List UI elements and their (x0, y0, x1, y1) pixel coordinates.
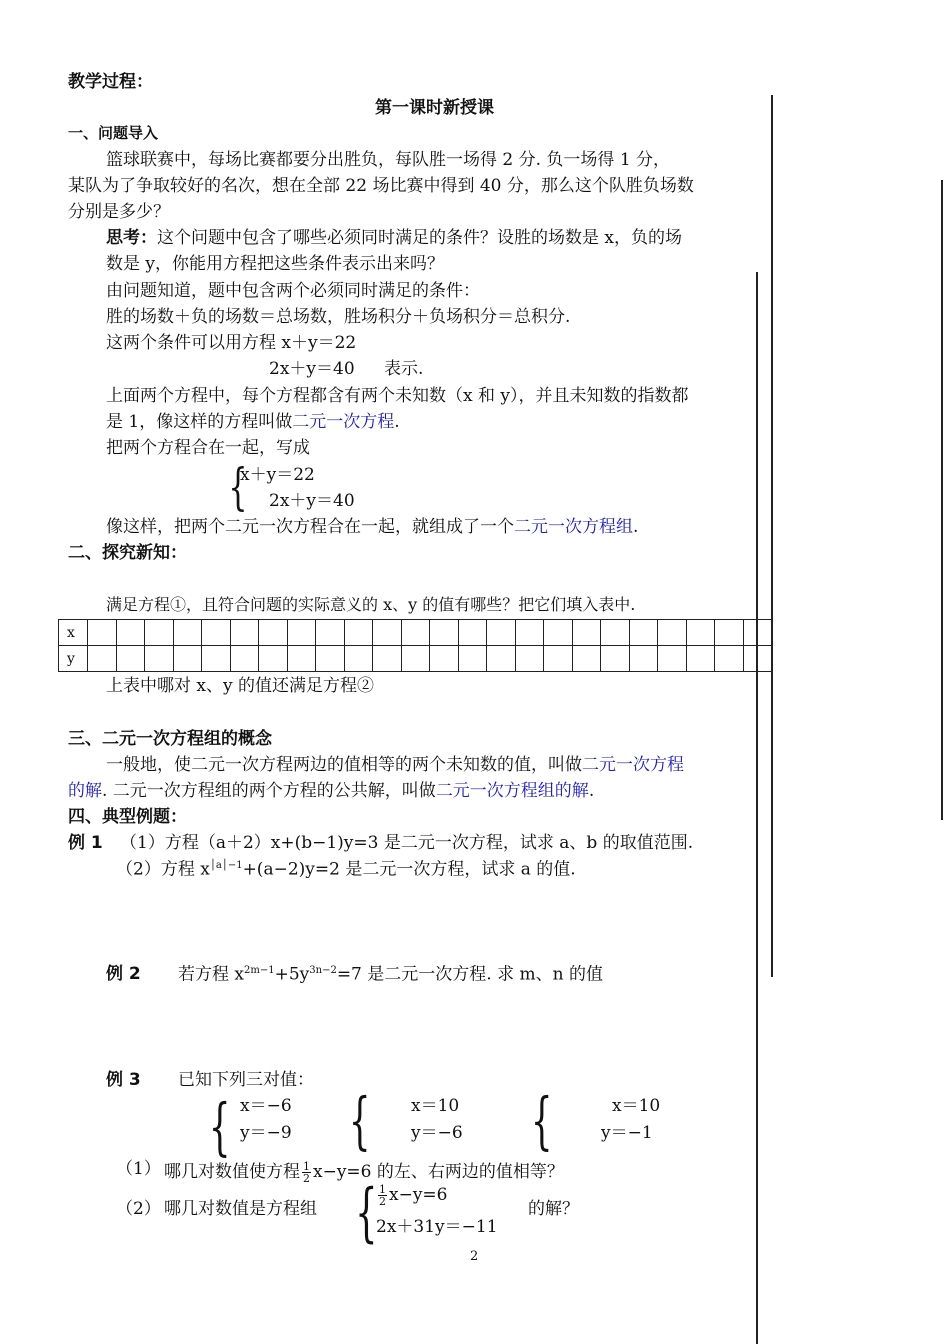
row-label-y: y (59, 646, 88, 672)
table-cell[interactable] (686, 646, 715, 672)
table-row (59, 620, 772, 646)
think-line (106, 230, 682, 247)
pair-3-y: y＝−1 (601, 1123, 653, 1143)
numerator: 1 (379, 1183, 386, 1196)
text: 哪几对数值使方程 (164, 1162, 300, 1182)
table-cell[interactable] (715, 620, 744, 646)
page-number: 2 (470, 1249, 479, 1264)
example-1-label: 例 1 (68, 833, 103, 853)
exponent: 3n−2 (309, 965, 337, 976)
margin-rule-3 (941, 180, 943, 820)
margin-rule-1 (771, 95, 773, 977)
table-cell[interactable] (230, 620, 259, 646)
table-cell[interactable] (230, 646, 259, 672)
text: +5y (274, 964, 310, 985)
xy-table (58, 619, 772, 672)
text: 像这样，把两个二元一次方程合在一起，就组成了一个 (106, 517, 514, 537)
text: . (633, 517, 639, 537)
table-cell[interactable] (287, 646, 316, 672)
text: 一般地，使二元一次方程两边的值相等的两个未知数的值，叫做 (106, 755, 582, 775)
table-cell[interactable] (259, 646, 288, 672)
table-cell[interactable] (686, 620, 715, 646)
term-solution: 二元一次方程 (582, 755, 684, 775)
text: x−y=6 的左、右两边的值相等？ (313, 1162, 564, 1182)
pair-1-y: y＝−9 (240, 1123, 292, 1143)
text: （2）方程 x (116, 859, 210, 880)
table-cell[interactable] (202, 620, 231, 646)
pair-3-x: x＝10 (612, 1096, 661, 1116)
table-cell[interactable] (373, 646, 402, 672)
paragraph-line: 把两个方程合在一起，写成 (106, 438, 310, 458)
denominator: 2 (379, 1195, 386, 1208)
question-1-number: （1） (116, 1159, 161, 1179)
paragraph-line: 某队为了争取较好的名次，想在全部 22 场比赛中得到 40 分，那么这个队胜负场数 (68, 176, 694, 196)
table-cell[interactable] (515, 620, 544, 646)
system-eq-2: 2x＋y＝40 (269, 491, 355, 511)
term-system: 二元一次方程组 (514, 517, 633, 537)
exponent: 2m−1 (244, 965, 275, 976)
equation: 2x＋y＝40 (269, 359, 355, 379)
question-2-tail: 的解？ (528, 1199, 579, 1219)
question-2-eq-2: 2x＋31y＝−11 (376, 1217, 498, 1237)
heading-3: 三、二元一次方程组的概念 (68, 729, 272, 749)
term-linear-equation: 二元一次方程 (292, 412, 395, 432)
teaching-process-label: 教学过程： (68, 72, 153, 92)
table-cell[interactable] (658, 646, 687, 672)
paragraph-line: 表示. (384, 359, 424, 379)
table-cell[interactable] (88, 620, 117, 646)
brace-icon: { (208, 1090, 231, 1163)
paragraph-line: 上面两个方程中，每个方程都含有两个未知数（x 和 y），并且未知数的指数都 (106, 386, 689, 406)
text: . (394, 412, 400, 432)
definition-line (106, 757, 684, 774)
heading-2: 二、探究新知： (68, 543, 187, 563)
question-line: 满足方程①，且符合问题的实际意义的 x、y 的值有哪些？把它们填入表中. (106, 595, 636, 614)
example-2-text (178, 966, 603, 984)
table-cell[interactable] (658, 620, 687, 646)
table-cell[interactable] (458, 620, 487, 646)
brace-icon: { (530, 1084, 553, 1157)
table-cell[interactable] (743, 646, 772, 672)
table-cell[interactable] (401, 646, 430, 672)
question-2-text: 哪几对数值是方程组 (164, 1199, 317, 1219)
table-cell[interactable] (116, 646, 145, 672)
text: x−y=6 (389, 1185, 448, 1205)
text: . 二元一次方程组的两个方程的公共解，叫做 (102, 781, 436, 801)
table-row (59, 646, 772, 672)
text: +(a−2)y=2 是二元一次方程，试求 a 的值. (242, 859, 576, 880)
table-cell[interactable] (629, 646, 658, 672)
table-cell[interactable] (601, 620, 630, 646)
table-cell[interactable] (373, 620, 402, 646)
heading-4: 四、典型例题： (68, 807, 187, 827)
table-cell[interactable] (145, 620, 174, 646)
table-cell[interactable] (544, 646, 573, 672)
pair-2-x: x＝10 (411, 1096, 460, 1116)
example-1-q2 (116, 861, 576, 879)
question-2-number: （2） (116, 1199, 161, 1219)
table-cell[interactable] (572, 620, 601, 646)
paragraph-line: 分别是多少？ (68, 202, 170, 222)
table-cell[interactable] (401, 620, 430, 646)
think-text: 这个问题中包含了哪些必须同时满足的条件？设胜的场数是 x，负的场 (157, 228, 682, 248)
paragraph-line: 数是 y，你能用方程把这些条件表示出来吗？ (106, 254, 445, 274)
table-cell[interactable] (344, 646, 373, 672)
pair-1-x: x＝−6 (240, 1096, 292, 1116)
fraction-half (378, 1184, 387, 1207)
example-1-q1: （1）方程（a＋2）x+(b−1)y=3 是二元一次方程，试求 a、b 的取值范围. (120, 833, 694, 853)
system-eq-1: x＋y＝22 (240, 465, 315, 485)
paragraph-line: 胜的场数＋负的场数＝总场数，胜场积分＋负场积分＝总积分. (106, 307, 571, 327)
text: . (588, 781, 595, 801)
table-cell[interactable] (430, 620, 459, 646)
think-label: 思考： (106, 228, 157, 248)
margin-rule-2 (756, 272, 758, 1344)
table-cell[interactable] (173, 620, 202, 646)
row-label-x: x (59, 620, 88, 646)
text: 若方程 x (178, 964, 244, 985)
example-3-intro: 已知下列三对值： (178, 1070, 314, 1090)
table-cell[interactable] (487, 620, 516, 646)
fraction-half (302, 1161, 311, 1184)
table-cell[interactable] (715, 646, 744, 672)
table-cell[interactable] (544, 620, 573, 646)
brace-icon: { (355, 1176, 378, 1250)
brace-icon: { (348, 1084, 371, 1157)
table-cell[interactable] (88, 646, 117, 672)
brace-icon: { (228, 458, 248, 516)
example-2-label: 例 2 (106, 964, 141, 984)
table-cell[interactable] (116, 620, 145, 646)
exponent: │a│−1 (209, 860, 243, 871)
question-2-eq-1 (376, 1184, 448, 1207)
example-3-label: 例 3 (106, 1070, 141, 1090)
table-cell[interactable] (629, 620, 658, 646)
table-cell[interactable] (515, 646, 544, 672)
table-cell[interactable] (430, 646, 459, 672)
heading-1: 一、问题导入 (68, 124, 159, 142)
paragraph-line: 上表中哪对 x、y 的值还满足方程② (106, 676, 374, 696)
table-cell[interactable] (316, 620, 345, 646)
definition-line (68, 783, 594, 800)
text: 是 1，像这样的方程叫做 (106, 412, 293, 432)
table-cell[interactable] (287, 620, 316, 646)
term-system-solution: 二元一次方程组的解 (435, 781, 589, 801)
pair-2-y: y＝−6 (411, 1123, 463, 1143)
table-cell[interactable] (743, 620, 772, 646)
table-cell[interactable] (259, 620, 288, 646)
table-cell[interactable] (316, 646, 345, 672)
definition-line (106, 414, 400, 431)
table-cell[interactable] (145, 646, 174, 672)
table-cell[interactable] (458, 646, 487, 672)
term-solution-end: 的解 (68, 781, 102, 801)
denominator: 2 (303, 1172, 310, 1185)
paragraph-line: 由问题知道，题中包含两个必须同时满足的条件： (106, 281, 480, 301)
table-cell[interactable] (572, 646, 601, 672)
table-cell[interactable] (601, 646, 630, 672)
table-cell[interactable] (344, 620, 373, 646)
text: =7 是二元一次方程. 求 m、n 的值 (336, 964, 603, 985)
table-cell[interactable] (173, 646, 202, 672)
section-title: 第一课时新授课 (375, 98, 494, 118)
table-cell[interactable] (487, 646, 516, 672)
numerator: 1 (303, 1160, 310, 1173)
paragraph-line: 篮球联赛中，每场比赛都要分出胜负，每队胜一场得 2 分. 负一场得 1 分， (106, 150, 671, 170)
definition-line (106, 519, 638, 536)
paragraph-line: 这两个条件可以用方程 x＋y＝22 (106, 333, 357, 353)
table-cell[interactable] (202, 646, 231, 672)
